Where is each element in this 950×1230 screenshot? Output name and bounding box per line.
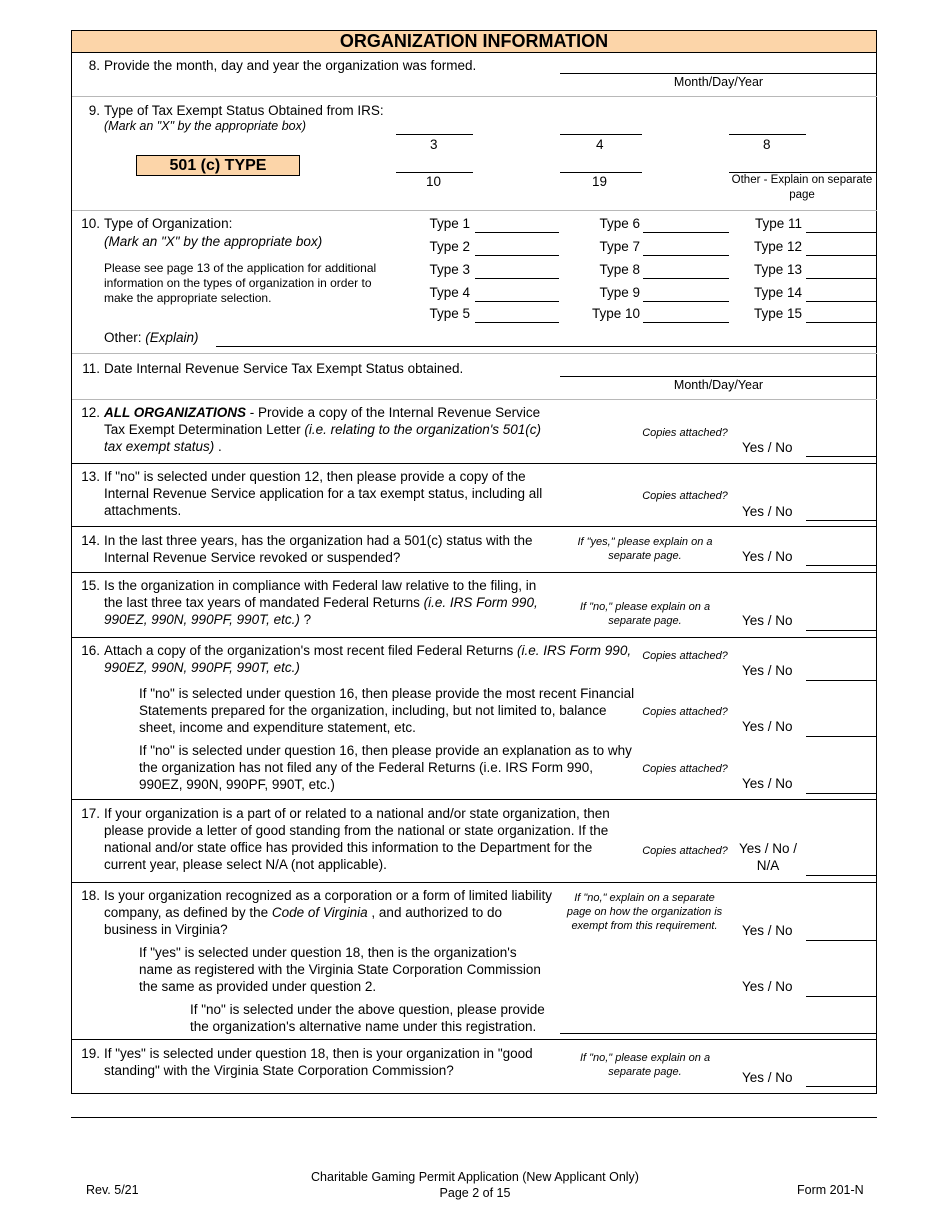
q19-number: 19. [81, 1046, 100, 1061]
q15-number: 15. [81, 578, 100, 593]
org-type-label: Type 11 [754, 216, 802, 231]
org-type-field[interactable] [806, 278, 877, 279]
q12-answer-field[interactable] [806, 456, 877, 457]
org-type-label: Type 5 [429, 306, 470, 321]
q8-date-field[interactable] [560, 73, 877, 74]
q15-text: Is the organization in compliance with Federal law relative to the filing, in the last three tax years of mandated Federal Returns (i.e. IRS Form 990, 990EZ, 990N, 990PF, 990T, etc.) ? [104, 578, 538, 627]
q12-answer-label: Yes / No [742, 440, 793, 455]
q19-text: If "yes" is selected under question 18, then is your organization in "good standing" with the Virginia State Corporation Commission? [104, 1046, 533, 1078]
divider [72, 463, 877, 464]
org-type-label: Type 4 [429, 285, 470, 300]
org-type-label: Type 14 [753, 285, 802, 300]
divider [72, 637, 877, 638]
org-type-field[interactable] [643, 232, 729, 233]
q16-side-note: Copies attached? [642, 650, 728, 662]
q9-other-label: Other - Explain on separate page [731, 174, 873, 201]
q16-sub2-answer-field[interactable] [806, 793, 877, 794]
q16-sub1-text: If "no" is selected under question 16, then please provide the most recent Financial Statements prepared for the organization, including, but not limited to, balance sheet, income and expenditure statement, etc. [139, 686, 635, 735]
org-type-field[interactable] [475, 301, 559, 302]
org-type-field[interactable] [643, 278, 729, 279]
q10-instruction: (Mark an "X" by the appropriate box) [104, 234, 323, 249]
q9-text: Type of Tax Exempt Status Obtained from IRS: [104, 103, 384, 118]
form-number: Form 201-N [797, 1183, 864, 1197]
q16-sub2-text: If "no" is selected under question 16, then please provide an explanation as to why the organization has not filed any of the Federal Returns (i.e. IRS Form 990, 990EZ, 990N, 990PF, 990T, etc.) [139, 743, 632, 792]
q16-answer-label: Yes / No [742, 663, 793, 678]
q15-answer-label: Yes / No [742, 613, 793, 628]
q15-answer-field[interactable] [806, 630, 877, 631]
q9-option-4-label: 4 [596, 137, 604, 152]
q19-answer-label: Yes / No [742, 1070, 793, 1085]
q9-instruction: (Mark an "X" by the appropriate box) [104, 119, 307, 133]
q13-number: 13. [81, 469, 100, 484]
q10-note: Please see page 13 of the application for additional information on the types of organization in order to make the appropriate selection. [104, 261, 377, 305]
divider [72, 96, 877, 97]
org-type-field[interactable] [475, 232, 559, 233]
q8-date-label: Month/Day/Year [673, 75, 764, 89]
org-type-label: Type 12 [753, 239, 802, 254]
q11-date-label: Month/Day/Year [673, 378, 764, 392]
q18-sub1-answer-label: Yes / No [742, 979, 793, 994]
org-type-label: Type 2 [429, 239, 470, 254]
q16-number: 16. [81, 643, 100, 658]
q14-answer-label: Yes / No [742, 549, 793, 564]
divider [72, 399, 877, 400]
org-type-field[interactable] [475, 322, 559, 323]
q19-side-note: If "no," please explain on a separate page. [579, 1052, 711, 1078]
q11-date-field[interactable] [560, 376, 877, 377]
revision-label: Rev. 5/21 [86, 1183, 139, 1197]
q14-answer-field[interactable] [806, 565, 877, 566]
org-type-field[interactable] [806, 232, 877, 233]
org-type-field[interactable] [806, 322, 877, 323]
q17-answer-field[interactable] [806, 875, 877, 876]
q10-number: 10. [81, 216, 100, 231]
q18-side-note: If "no," explain on a separate page on how the organization is exempt from this requirement. [566, 892, 723, 932]
q9-option-3-field[interactable] [396, 134, 473, 135]
q17-number: 17. [81, 806, 100, 821]
q18-alternative-name-field[interactable] [560, 1033, 877, 1034]
q13-text: If "no" is selected under question 12, then please provide a copy of the Internal Revenue Service application for a tax exempt status, including all attachments. [104, 469, 543, 518]
org-type-field[interactable] [643, 322, 729, 323]
q16-sub1-answer-label: Yes / No [742, 719, 793, 734]
q9-option-8-label: 8 [763, 137, 771, 152]
org-type-label: Type 9 [599, 285, 640, 300]
q18-sub1-text: If "yes" is selected under question 18, then is the organization's name as registered with the Virginia State Corporation Commission the same as provided under question 2. [139, 945, 541, 994]
q13-answer-label: Yes / No [742, 504, 793, 519]
q12-number: 12. [81, 405, 100, 420]
org-type-label: Type 10 [591, 306, 640, 321]
divider [72, 1039, 877, 1040]
org-type-field[interactable] [475, 278, 559, 279]
q9-option-3-label: 3 [430, 137, 438, 152]
q8-number: 8. [88, 58, 100, 73]
org-type-label: Type 6 [599, 216, 640, 231]
q9-option-10-label: 10 [426, 174, 442, 189]
q11-number: 11. [82, 361, 100, 376]
q9-number: 9. [88, 103, 100, 118]
q8-text: Provide the month, day and year the organization was formed. [104, 58, 477, 73]
q9-option-10-field[interactable] [396, 172, 473, 173]
q17-side-note: Copies attached? [642, 845, 728, 857]
q17-answer-label: Yes / No / N/A [738, 841, 798, 873]
org-type-label: Type 1 [429, 216, 470, 231]
footer-center: Charitable Gaming Permit Application (New Applicant Only) Page 2 of 15 [311, 1170, 639, 1200]
org-type-label: Type 15 [753, 306, 802, 321]
q14-number: 14. [81, 533, 100, 548]
org-type-field[interactable] [643, 255, 729, 256]
q16-sub1-answer-field[interactable] [806, 736, 877, 737]
org-type-label: Type 8 [599, 262, 640, 277]
q9-option-8-field[interactable] [729, 134, 806, 135]
q18-answer-field[interactable] [806, 940, 877, 941]
q9-option-19-field[interactable] [560, 172, 642, 173]
org-type-field[interactable] [806, 255, 877, 256]
org-type-field[interactable] [475, 255, 559, 256]
q18-text: Is your organization recognized as a corporation or a form of limited liability company, as defined by the Code of Virginia , and authorized to do business in Virginia? [104, 888, 552, 937]
footer-rule [71, 1117, 877, 1118]
q17-text: If your organization is a part of or related to a national and/or state organization, then please provide a letter of good standing from the national or state organization. If the national and/or state office has provided this information to the Department for the current year, please select N/A (not applicable). [104, 806, 610, 872]
q10-text: Type of Organization: [104, 216, 233, 231]
divider [72, 210, 877, 211]
501c-type-box: 501 (c) TYPE [136, 155, 300, 176]
q16-sub2-answer-label: Yes / No [742, 776, 793, 791]
divider [72, 572, 877, 573]
q13-answer-field[interactable] [806, 520, 877, 521]
q18-sub2-text: If "no" is selected under the above question, please provide the organization's alternative name under this registration. [190, 1002, 545, 1034]
q12-side-note: Copies attached? [642, 427, 728, 439]
org-type-field[interactable] [643, 301, 729, 302]
q9-option-19-label: 19 [592, 174, 608, 189]
q12-text: ALL ORGANIZATIONS - Provide a copy of the Internal Revenue Service Tax Exempt Determination Letter (i.e. relating to the organization's 501(c) tax exempt status) . [104, 405, 542, 454]
org-type-label: Type 3 [429, 262, 470, 277]
divider [72, 353, 877, 354]
q15-side-note: If "no," please explain on a separate page. [579, 601, 711, 627]
org-type-label: Type 13 [753, 262, 802, 277]
q11-text: Date Internal Revenue Service Tax Exempt Status obtained. [104, 361, 464, 376]
divider [72, 799, 877, 800]
q18-sub1-answer-field[interactable] [806, 996, 877, 997]
org-type-field[interactable] [806, 301, 877, 302]
q19-answer-field[interactable] [806, 1086, 877, 1087]
divider [72, 526, 877, 527]
q14-side-note: If "yes," please explain on a separate page. [577, 536, 713, 562]
q14-text: In the last three years, has the organization had a 501(c) status with the Internal Revenue Service revoked or suspended? [104, 533, 533, 565]
q16-sub1-side-note: Copies attached? [642, 706, 728, 718]
q9-option-4-field[interactable] [560, 134, 642, 135]
q13-side-note: Copies attached? [642, 490, 728, 502]
q16-text: Attach a copy of the organization's most recent filed Federal Returns (i.e. IRS Form 990, 990EZ, 990N, 990PF, 990T, etc.) [104, 643, 632, 675]
q16-answer-field[interactable] [806, 680, 877, 681]
q16-sub2-side-note: Copies attached? [642, 763, 728, 775]
q18-answer-label: Yes / No [742, 923, 793, 938]
org-type-label: Type 7 [599, 239, 640, 254]
q10-other-label: Other: (Explain) [104, 330, 199, 345]
divider [72, 882, 877, 883]
section-title: ORGANIZATION INFORMATION [72, 31, 876, 53]
q10-other-field[interactable] [216, 346, 877, 347]
q18-number: 18. [81, 888, 100, 903]
